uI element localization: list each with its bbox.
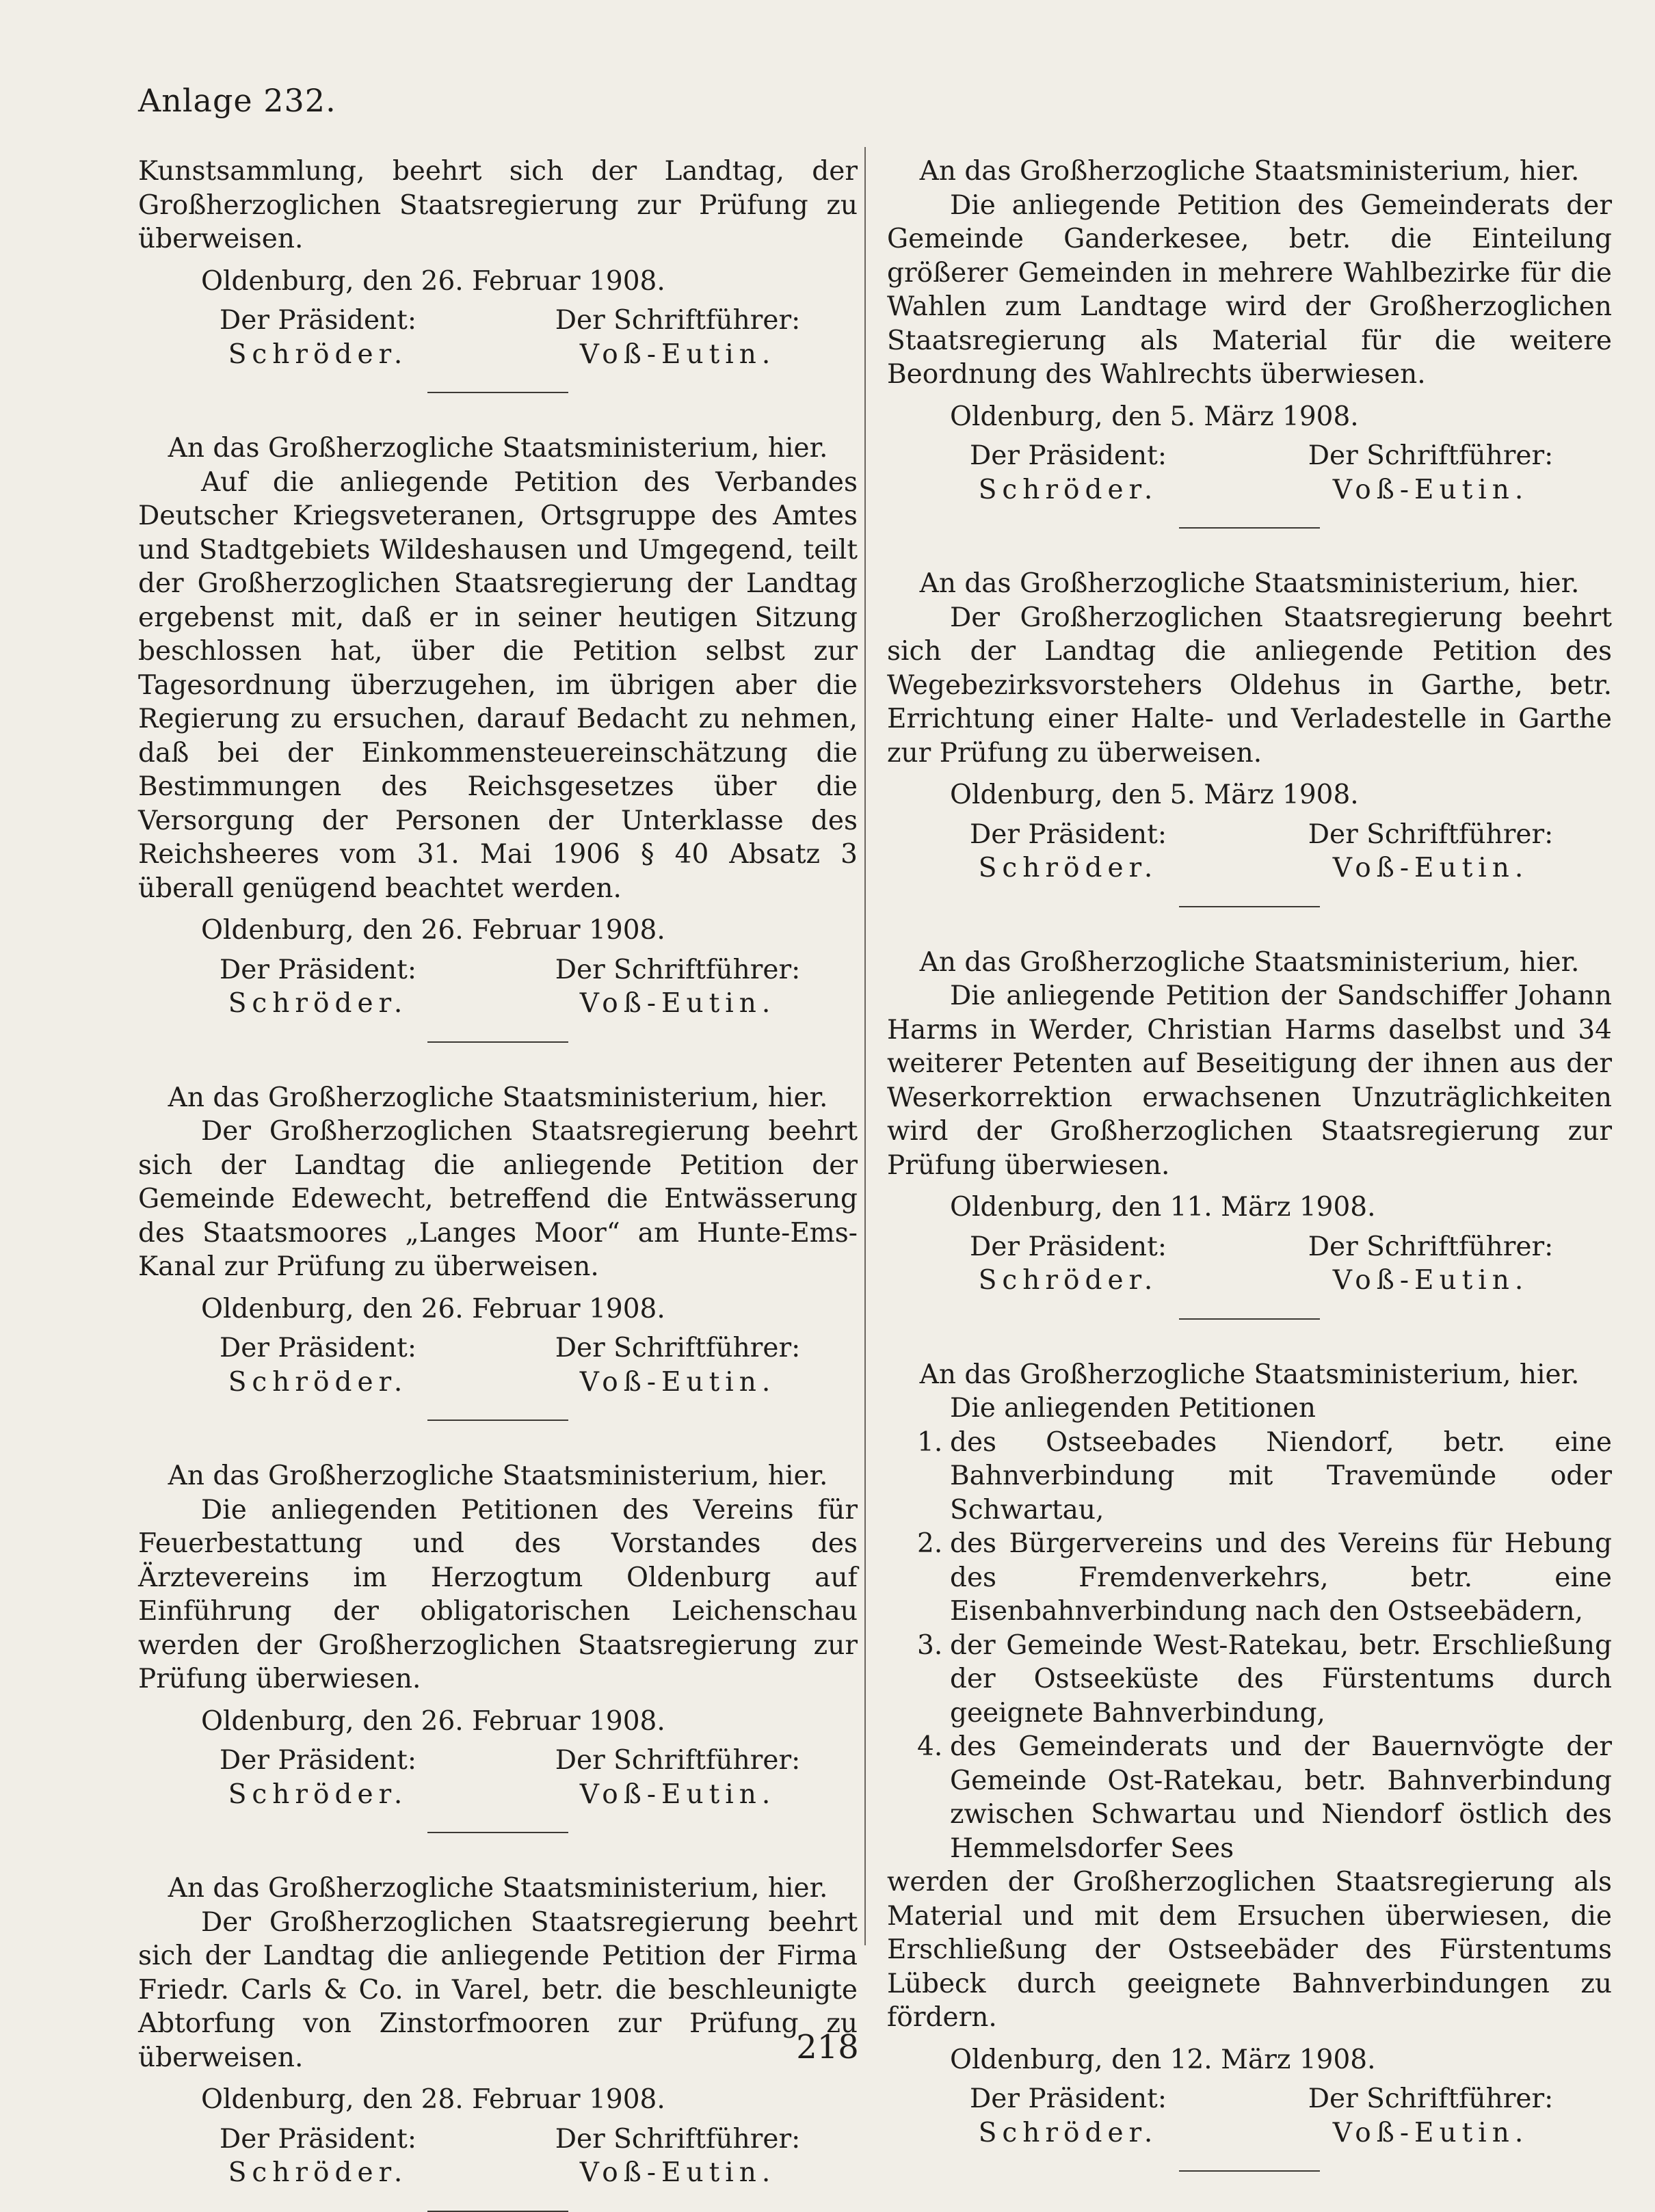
resolution-title: An das Großherzogliche Staatsministerium, hier. — [919, 156, 1580, 187]
section-rule — [427, 1420, 568, 1421]
item-text: des Gemeinderats und der Bauernvögte der Gemeinde Ost-Ratekau, betr. Bahnverbindung zwischen Schwartau und Niendorf östlich des Hemmelsdorfer Sees — [950, 1731, 1612, 1864]
resolution-block — [138, 431, 858, 1043]
president-name: Schröder. — [978, 2117, 1158, 2148]
signature-block — [887, 1230, 1612, 1298]
president-label: Der Präsident: — [970, 1231, 1167, 1262]
resolution-date: Oldenburg, den 26. Februar 1908. — [201, 265, 665, 297]
resolution-block — [887, 155, 1612, 529]
resolution-body: Die anliegende Petition der Sandschiffer Johann Harms in Werder, Christian Harms daselbst und 34 weiterer Petenten auf Beseitigung der ihnen aus der Weserkorrektion erwachsenen Unzuträglichkeiten wird der Großherzoglichen Staatsregierung zur Prüfung überwiesen. — [887, 981, 1612, 1181]
secretary-label: Der Schriftführer: — [555, 954, 801, 985]
list-item — [887, 1527, 1612, 1629]
signature-block — [138, 1744, 858, 1811]
resolution-date: Oldenburg, den 28. Februar 1908. — [201, 2084, 665, 2115]
secretary-name: Voß-Eutin. — [1332, 853, 1529, 883]
section-rule — [427, 2211, 568, 2212]
secretary-label: Der Schriftführer: — [1308, 440, 1554, 471]
section-rule — [427, 1041, 568, 1043]
section-rule — [1179, 527, 1320, 529]
president-name: Schröder. — [228, 1366, 408, 1398]
signature-block — [138, 304, 858, 371]
petitions-list — [887, 1426, 1612, 1866]
president-label: Der Präsident: — [220, 954, 416, 985]
resolution-date: Oldenburg, den 26. Februar 1908. — [201, 1705, 665, 1737]
secretary-name: Voß-Eutin. — [579, 988, 776, 1019]
signature-block — [887, 439, 1612, 507]
left-column — [138, 155, 858, 2212]
resolution-block — [138, 155, 858, 393]
item-text: des Bürgervereins und des Vereins für Hebung des Fremdenverkehrs, betr. eine Eisenbahnverbindung nach den Ostseebädern, — [950, 1528, 1612, 1627]
secretary-name: Voß-Eutin. — [579, 1366, 776, 1398]
list-item — [887, 1426, 1612, 1528]
president-label: Der Präsident: — [220, 1333, 416, 1363]
item-text: des Ostseebades Niendorf, betr. eine Bahnverbindung mit Travemünde oder Schwartau, — [950, 1426, 1612, 1525]
section-rule — [427, 392, 568, 393]
signature-block — [887, 818, 1612, 885]
president-name: Schröder. — [228, 338, 408, 370]
resolution-body: Kunstsammlung, beehrt sich der Landtag, der Großherzoglichen Staatsregierung zur Prüfung zu überweisen. — [138, 156, 858, 254]
resolution-title: An das Großherzogliche Staatsministerium, hier. — [168, 433, 828, 464]
signature-block — [138, 2122, 858, 2190]
president-label: Der Präsident: — [970, 818, 1167, 850]
resolution-block — [887, 946, 1612, 1320]
resolution-body: Die anliegende Petition des Gemeinderats der Gemeinde Ganderkesee, betr. die Einteilung größerer Gemeinden in mehrere Wahlbezirke für die Wahlen zum Landtage wird der Großherzoglichen Staatsregierung als Material für die weitere Beordnung des Wahlrechts überwiesen. — [887, 189, 1612, 390]
secretary-label: Der Schriftführer: — [555, 305, 801, 336]
secretary-name: Voß-Eutin. — [579, 338, 776, 370]
resolution-date: Oldenburg, den 26. Februar 1908. — [201, 1293, 665, 1324]
item-number: 2. — [917, 1528, 943, 1559]
president-name: Schröder. — [978, 853, 1158, 883]
section-rule — [1179, 2170, 1320, 2172]
signature-block — [138, 1331, 858, 1399]
secretary-label: Der Schriftführer: — [555, 2123, 801, 2155]
president-label: Der Präsident: — [970, 2083, 1167, 2114]
item-number: 1. — [917, 1426, 943, 1458]
secretary-name: Voß-Eutin. — [579, 2157, 776, 2188]
president-label: Der Präsident: — [220, 1745, 416, 1776]
resolution-date: Oldenburg, den 26. Februar 1908. — [201, 915, 665, 946]
resolution-date: Oldenburg, den 12. März 1908. — [950, 2044, 1376, 2075]
resolution-block — [887, 567, 1612, 907]
resolution-block — [138, 1459, 858, 1833]
resolution-title: An das Großherzogliche Staatsministerium, hier. — [919, 568, 1580, 599]
secretary-name: Voß-Eutin. — [1332, 1265, 1529, 1296]
resolution-body: Der Großherzoglichen Staatsregierung beehrt sich der Landtag die anliegende Petition der Gemeinde Edewecht, betreffend die Entwässerung des Staatsmoores „Langes Moor“ am Hunte-Ems-Kanal zur Prüfung zu überweisen. — [138, 1116, 858, 1282]
resolution-title: An das Großherzogliche Staatsministerium, hier. — [919, 1359, 1580, 1390]
secretary-name: Voß-Eutin. — [579, 1778, 776, 1810]
list-item — [887, 1730, 1612, 1865]
secretary-label: Der Schriftführer: — [1308, 1231, 1554, 1262]
signature-block — [138, 953, 858, 1021]
president-label: Der Präsident: — [220, 305, 416, 336]
resolution-block — [138, 1081, 858, 1422]
president-name: Schröder. — [978, 474, 1158, 505]
section-rule — [427, 1832, 568, 1833]
secretary-label: Der Schriftführer: — [1308, 818, 1554, 850]
resolution-title: An das Großherzogliche Staatsministerium, hier. — [919, 946, 1580, 978]
resolution-body: Der Großherzoglichen Staatsregierung beehrt sich der Landtag die anliegende Petition des Wegebezirksvorstehers Oldehus in Garthe, betr. Errichtung einer Halte- und Verladestelle in Garthe zur Prüfung zu überweisen. — [887, 602, 1612, 769]
president-label: Der Präsident: — [970, 440, 1167, 471]
president-name: Schröder. — [978, 1265, 1158, 1296]
president-name: Schröder. — [228, 2157, 408, 2188]
item-text: der Gemeinde West-Ratekau, betr. Erschließung der Ostseeküste des Fürstentums durch geeignete Bahnverbindung, — [950, 1629, 1612, 1729]
president-name: Schröder. — [228, 988, 408, 1019]
resolution-date: Oldenburg, den 5. März 1908. — [950, 779, 1359, 810]
section-rule — [1179, 906, 1320, 907]
resolution-body: Auf die anliegende Petition des Verbandes Deutscher Kriegsveteranen, Ortsgruppe des Amtes und Stadtgebiets Wildeshausen und Umgegend, teilt der Großherzoglichen Staatsregierung der Landtag ergebenst mit, daß er in seiner heutigen Sitzung beschlossen hat, über die Petition selbst zur Tagesordnung überzugehen, im übrigen aber die Regierung zu ersuchen, darauf Bedacht zu nehmen, daß bei der Einkommensteuereinschätzung die Bestimmungen des Reichsgesetzes über die Versorgung der Personen der Unterklasse des Reichsheeres vom 31. Mai 1906 § 40 Absatz 3 überall genügend beachtet werden. — [138, 466, 858, 904]
list-item — [887, 1629, 1612, 1731]
resolution-title: An das Großherzogliche Staatsministerium, hier. — [168, 1873, 828, 1904]
item-number: 4. — [917, 1731, 943, 1762]
secretary-label: Der Schriftführer: — [555, 1333, 801, 1363]
resolution-title: An das Großherzogliche Staatsministerium, hier. — [168, 1461, 828, 1491]
column-divider — [864, 147, 866, 1945]
resolution-date: Oldenburg, den 11. März 1908. — [950, 1192, 1376, 1223]
petitions-closing: werden der Großherzoglichen Staatsregierung als Material und mit dem Ersuchen überwiesen, die Erschließung der Ostseebäder des Fürstentums Lübeck durch geeignete Bahnverbindungen zu fördern. — [887, 1867, 1612, 2033]
signature-block — [887, 2082, 1612, 2150]
page-number: 218 — [796, 2028, 859, 2066]
resolution-body: Der Großherzoglichen Staatsregierung beehrt sich der Landtag die anliegende Petition der Firma Friedr. Carls & Co. in Varel, betr. die beschleunigte Abtorfung von Zinstorfmooren zur Prüfung zu überweisen. — [138, 1906, 858, 2073]
section-rule — [1179, 1318, 1320, 1320]
right-column — [887, 155, 1612, 2172]
secretary-label: Der Schriftführer: — [555, 1745, 801, 1776]
secretary-name: Voß-Eutin. — [1332, 2117, 1529, 2148]
secretary-label: Der Schriftführer: — [1308, 2083, 1554, 2114]
resolution-body: Die anliegenden Petitionen des Vereins für Feuerbestattung und des Vorstandes des Ärztevereins im Herzogtum Oldenburg auf Einführung der obligatorischen Leichenschau werden der Großherzoglichen Staatsregierung zur Prüfung überwiesen. — [138, 1494, 858, 1694]
petitions-intro: Die anliegenden Petitionen — [950, 1393, 1316, 1424]
president-label: Der Präsident: — [220, 2123, 416, 2155]
resolution-date: Oldenburg, den 5. März 1908. — [950, 401, 1359, 432]
secretary-name: Voß-Eutin. — [1332, 474, 1529, 505]
page-header: Anlage 232. — [138, 82, 336, 119]
item-number: 3. — [917, 1629, 943, 1661]
resolution-title: An das Großherzogliche Staatsministerium, hier. — [168, 1082, 828, 1113]
president-name: Schröder. — [228, 1778, 408, 1810]
